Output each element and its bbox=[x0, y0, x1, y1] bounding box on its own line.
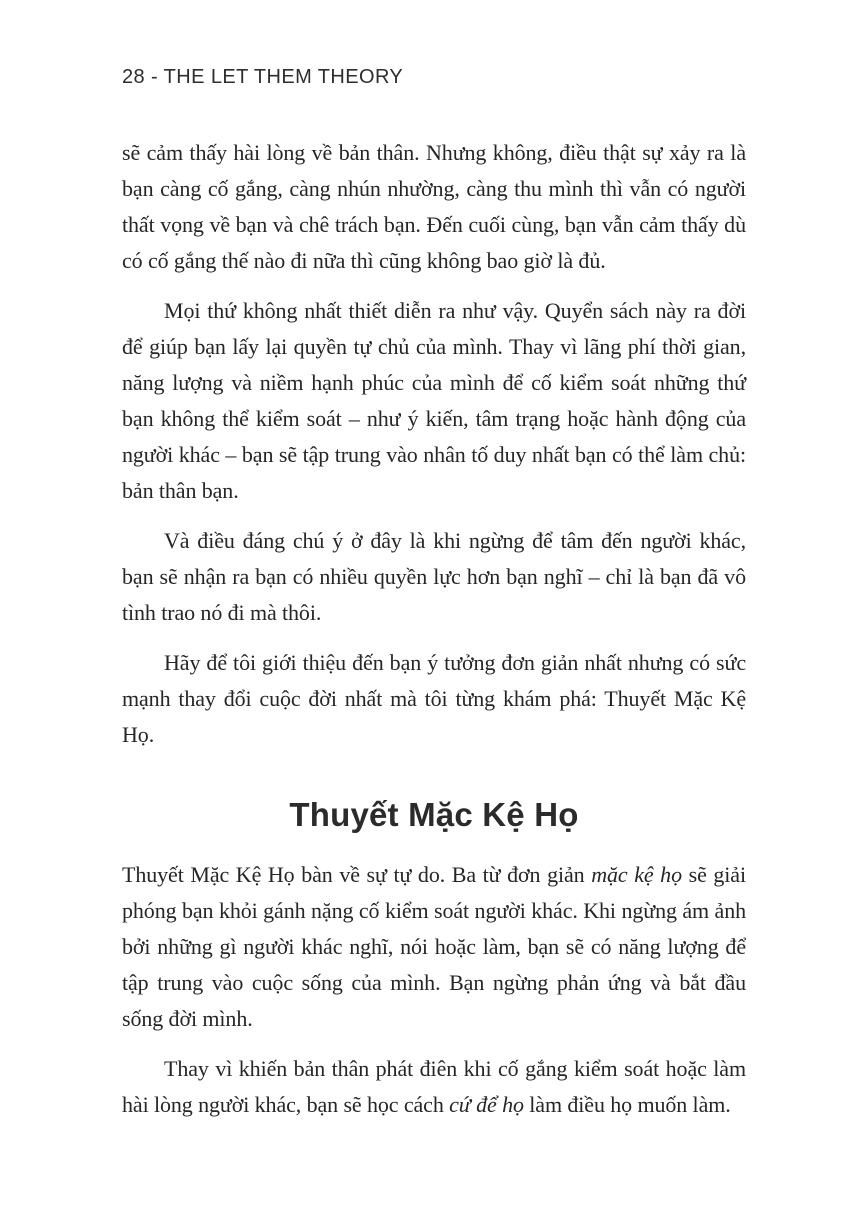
paragraph-2 bbox=[122, 293, 746, 509]
text-segment: sẽ giải phóng bạn khỏi gánh nặng cố kiểm soát người khác. Khi ngừng ám ảnh bởi những gì người khác nghĩ, nói hoặc làm, bạn sẽ có năng lượng để tập trung vào cuộc sống của mình. Bạn ngừng phản ứng và bắt đầu sống đời mình. bbox=[122, 862, 746, 1031]
paragraph-3 bbox=[122, 523, 746, 631]
section-heading: Thuyết Mặc Kệ Họ bbox=[289, 796, 579, 833]
text-segment: Và điều đáng chú ý ở đây là khi ngừng để tâm đến người khác, bạn sẽ nhận ra bạn có nhiều quyền lực hơn bạn nghĩ – chỉ là bạn đã vô tình trao nó đi mà thôi. bbox=[122, 528, 746, 625]
text-segment: Thuyết Mặc Kệ Họ bàn về sự tự do. Ba từ đơn giản bbox=[122, 862, 592, 887]
paragraph-1 bbox=[122, 135, 746, 279]
text-segment: làm điều họ muốn làm. bbox=[523, 1092, 731, 1117]
paragraph-4 bbox=[122, 645, 746, 753]
running-header: 28 - THE LET THEM THEORY bbox=[122, 66, 404, 88]
italic-phrase: mặc kệ họ bbox=[591, 862, 682, 887]
text-segment: sẽ cảm thấy hài lòng về bản thân. Nhưng không, điều thật sự xảy ra là bạn càng cố gắng, càng nhún nhường, càng thu mình thì vẫn có người thất vọng về bạn và chê trách bạn. Đến cuối cùng, bạn vẫn cảm thấy dù có cố gắng thế nào đi nữa thì cũng không bao giờ là đủ. bbox=[122, 140, 746, 273]
text-segment: Thay vì khiến bản thân phát điên khi cố gắng kiểm soát hoặc làm hài lòng người khác, bạn sẽ học cách bbox=[122, 1056, 746, 1117]
paragraph-5 bbox=[122, 857, 746, 1037]
paragraph-6 bbox=[122, 1051, 746, 1123]
italic-phrase: cứ để họ bbox=[449, 1092, 524, 1117]
text-segment: Hãy để tôi giới thiệu đến bạn ý tưởng đơn giản nhất nhưng có sức mạnh thay đổi cuộc đời nhất mà tôi từng khám phá: Thuyết Mặc Kệ Họ. bbox=[122, 650, 746, 747]
text-segment: Mọi thứ không nhất thiết diễn ra như vậy. Quyển sách này ra đời để giúp bạn lấy lại quyền tự chủ của mình. Thay vì lãng phí thời gian, năng lượng và niềm hạnh phúc của mình để cố kiểm soát những thứ bạn không thể kiểm soát – như ý kiến, tâm trạng hoặc hành động của người khác – bạn sẽ tập trung vào nhân tố duy nhất bạn có thể làm chủ: bản thân bạn. bbox=[122, 298, 746, 503]
body-text-block bbox=[122, 135, 746, 1123]
